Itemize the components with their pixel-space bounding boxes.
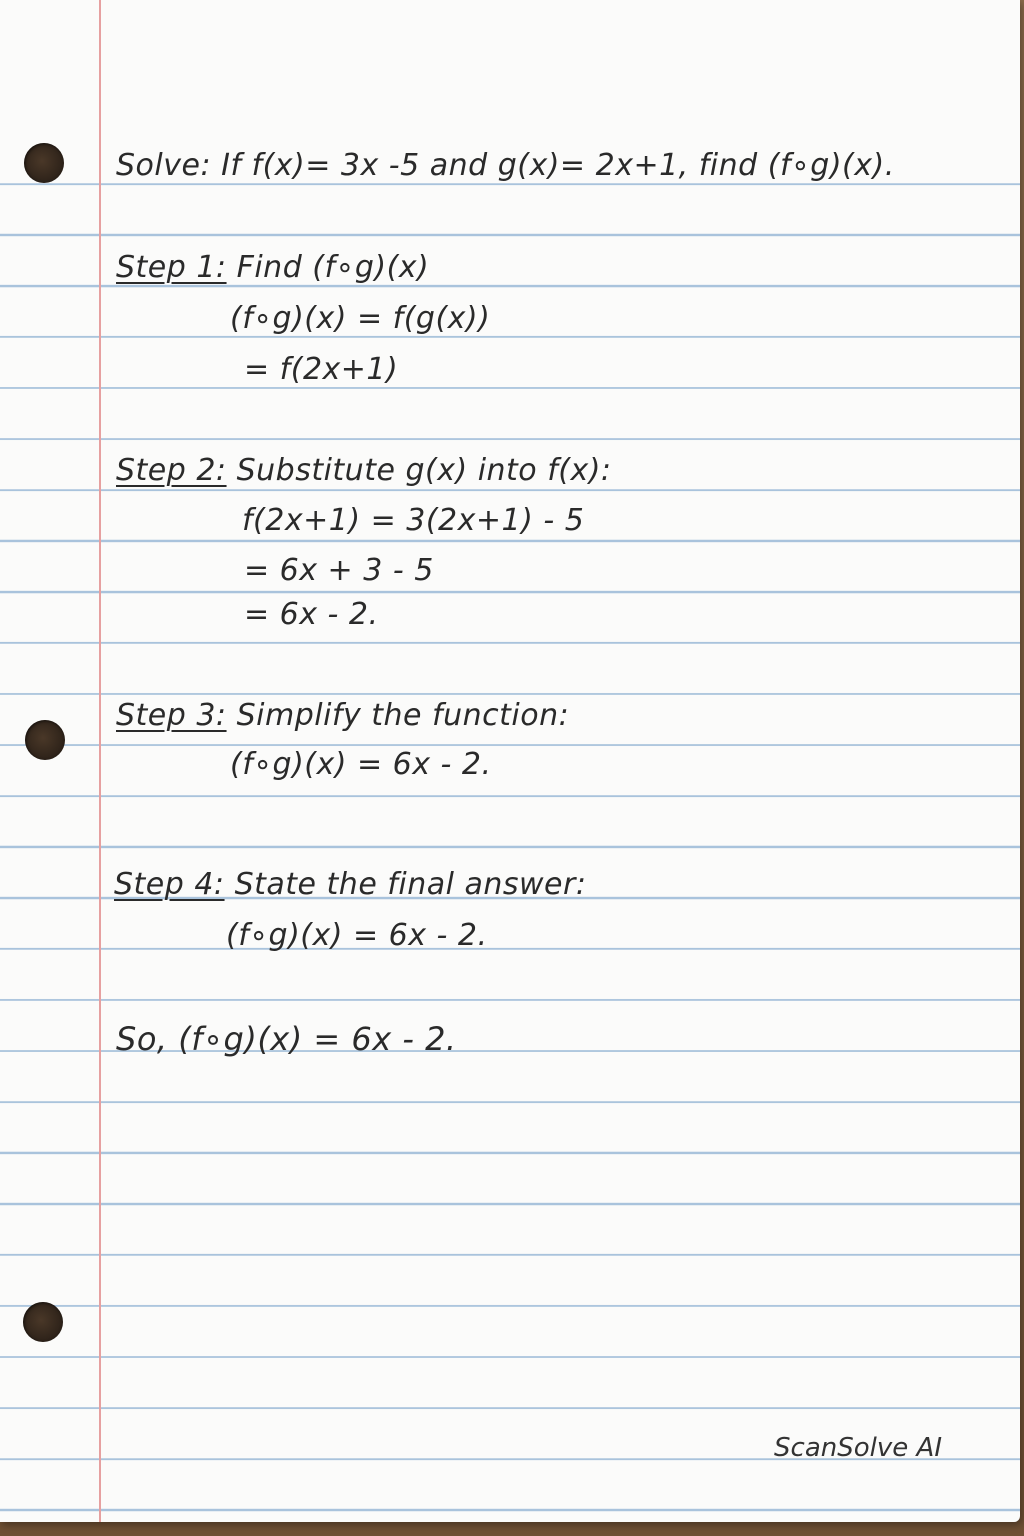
step-4-label: Step 4: bbox=[114, 867, 225, 902]
step-2-label: Step 2: bbox=[116, 453, 227, 488]
binder-hole-top bbox=[24, 143, 64, 183]
step-2-heading bbox=[116, 453, 612, 488]
scansolve-watermark: ScanSolve AI bbox=[774, 1433, 942, 1463]
step-2-line-2: = 6x + 3 - 5 bbox=[244, 553, 434, 588]
page-header-area bbox=[0, 0, 1020, 132]
step-1-title: Find (f∘g)(x) bbox=[236, 250, 430, 285]
step-3-title: Simplify the function: bbox=[236, 698, 570, 733]
step-4-title: State the final answer: bbox=[234, 867, 587, 902]
step-4-heading bbox=[114, 867, 586, 902]
margin-line bbox=[99, 0, 101, 1522]
step-1-line-1: (f∘g)(x) = f(g(x)) bbox=[230, 301, 491, 336]
step-1-label: Step 1: bbox=[116, 250, 227, 285]
step-4-line-1: (f∘g)(x) = 6x - 2. bbox=[226, 918, 488, 953]
step-2-line-1: f(2x+1) = 3(2x+1) - 5 bbox=[242, 503, 585, 538]
step-3-heading bbox=[116, 698, 569, 733]
binder-hole-middle bbox=[25, 720, 65, 760]
step-2-title: Substitute g(x) into f(x): bbox=[236, 453, 612, 488]
step-2-line-3: = 6x - 2. bbox=[244, 597, 379, 632]
step-3-line-1: (f∘g)(x) = 6x - 2. bbox=[230, 747, 492, 782]
step-1-line-2: = f(2x+1) bbox=[244, 352, 399, 387]
final-conclusion: So, (f∘g)(x) = 6x - 2. bbox=[116, 1020, 457, 1058]
step-3-label: Step 3: bbox=[116, 698, 227, 733]
step-1-heading bbox=[116, 250, 429, 285]
binder-hole-bottom bbox=[23, 1302, 63, 1342]
problem-statement: Solve: If f(x)= 3x -5 and g(x)= 2x+1, find (f∘g)(x). bbox=[116, 148, 895, 183]
